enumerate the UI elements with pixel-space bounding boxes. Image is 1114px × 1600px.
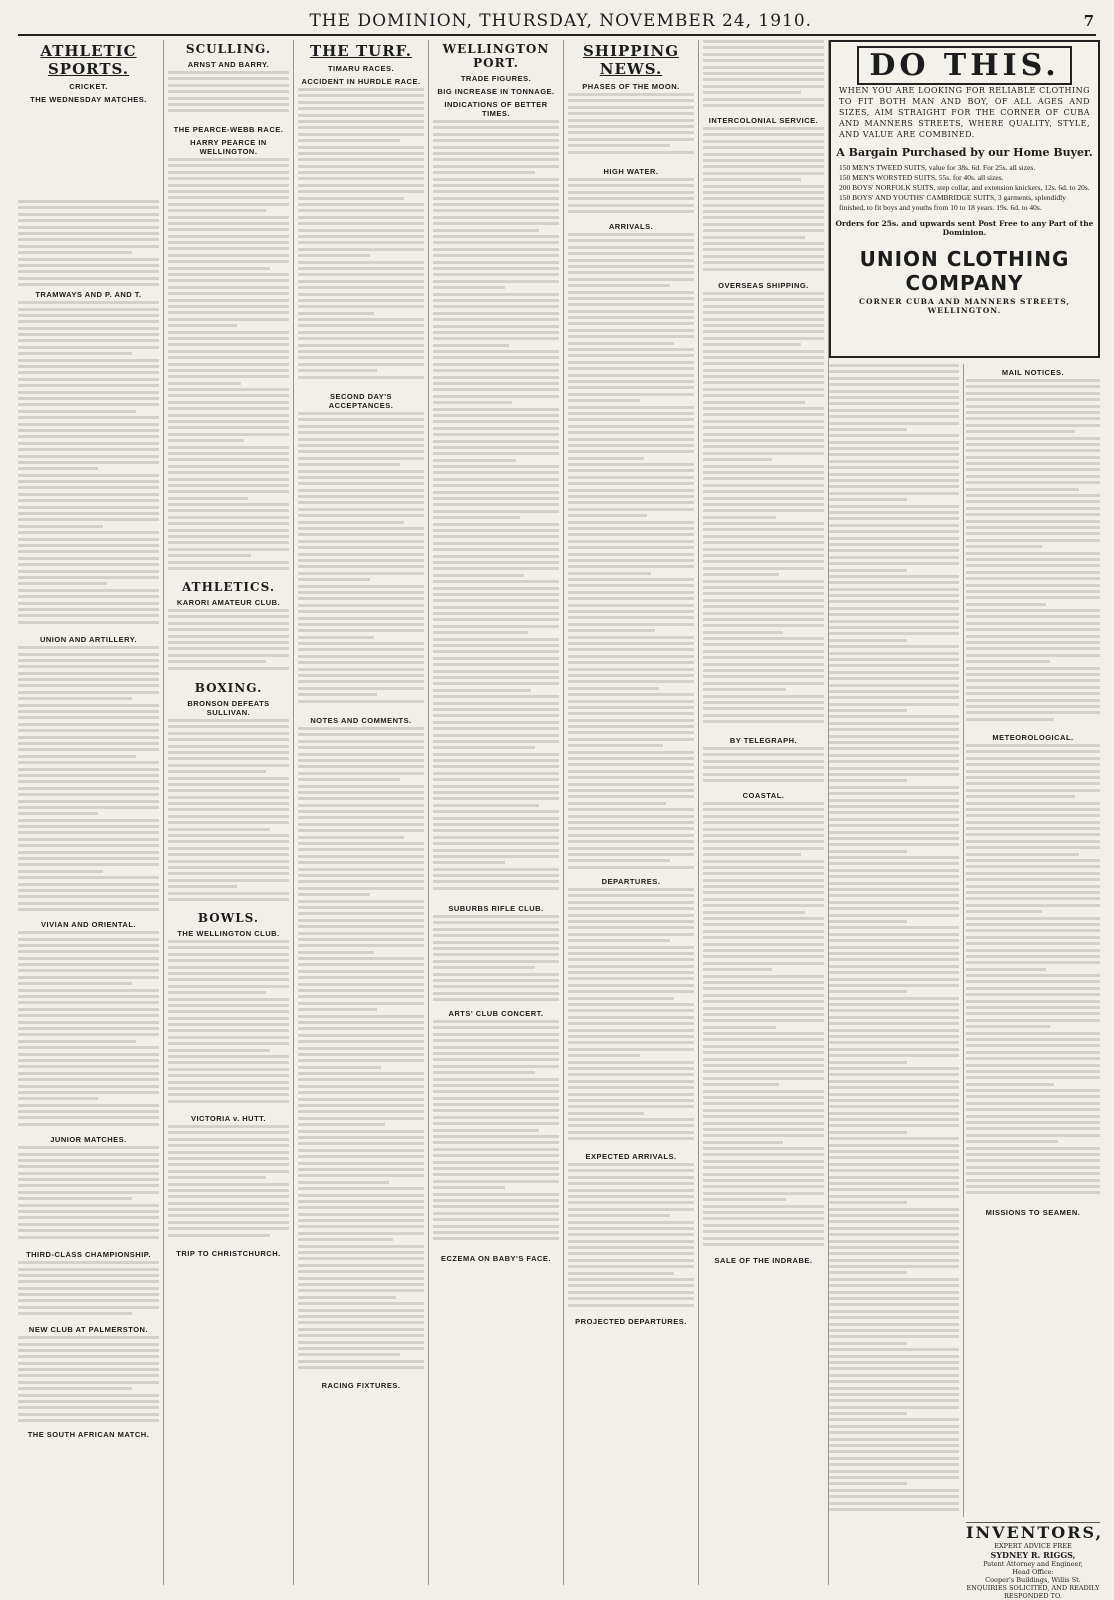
- heading-meteo: METEOROLOGICAL.: [992, 733, 1074, 742]
- heading-karori: KARORI AMATEUR CLUB.: [176, 598, 281, 607]
- inventors-line: Patent Attorney and Engineer,: [983, 1560, 1083, 1568]
- right-subcolumn: [966, 364, 1100, 1517]
- text-block: [568, 93, 694, 163]
- text-block: [18, 1336, 159, 1426]
- text-block: [18, 1261, 159, 1321]
- section-title-athletic: ATHLETIC SPORTS.: [40, 42, 137, 78]
- column-shipping: [564, 40, 699, 1585]
- text-block: [703, 127, 824, 277]
- heading-new-club: NEW CLUB AT PALMERSTON.: [28, 1325, 149, 1335]
- text-block: [298, 412, 424, 712]
- heading-victoria: VICTORIA v. HUTT.: [190, 1114, 267, 1123]
- score-table: [18, 931, 159, 1131]
- ad-line: 150 MEN'S WORSTED SUITS, 55s. for 40s. all sizes.: [839, 173, 1004, 182]
- heading-expected: EXPECTED ARRIVALS.: [585, 1152, 677, 1161]
- inventors-advertisement: [966, 1522, 1104, 1600]
- section-title-athletics: ATHLETICS.: [181, 580, 275, 594]
- masthead-title: THE DOMINION, THURSDAY, NOVEMBER 24, 1910.: [309, 11, 813, 31]
- section-title-shipping: SHIPPING NEWS.: [582, 42, 680, 78]
- text-block: [433, 1020, 559, 1250]
- heading-accident: ACCIDENT IN HURDLE RACE.: [301, 77, 421, 86]
- column-port: [429, 40, 564, 1585]
- text-block: [168, 940, 289, 1110]
- ad-address: CORNER CUBA AND MANNERS STREETS, WELLINGTON.: [858, 297, 1071, 315]
- heading-bronson: BRONSON DEFEATS SULLIVAN.: [187, 699, 270, 717]
- ad-line: 150 BOYS' AND YOUTHS' CAMBRIDGE SUITS, 3 garments, splendidly finished, to fit boys and youths from 10 to 18 years. 19s. 6d. to 40s.: [839, 193, 1067, 212]
- ad-bargain: A Bargain Purchased by our Home Buyer.: [836, 146, 1093, 159]
- text-block: [703, 40, 824, 112]
- inventors-line: ENQUIRIES SOLICITED, AND READILY RESPONDED TO.: [966, 1584, 1100, 1600]
- heading-mail: MAIL NOTICES.: [1001, 368, 1065, 377]
- heading-by-telegraph: BY TELEGRAPH.: [729, 736, 798, 745]
- heading-vivian: VIVIAN AND ORIENTAL.: [40, 920, 136, 930]
- text-block: [966, 379, 1100, 729]
- ad-line: 150 MEN'S TWEED SUITS, value for 38s. 6d. For 25s. all sizes.: [839, 163, 1036, 172]
- masthead: [18, 8, 1096, 36]
- ad-body: WHEN YOU ARE LOOKING FOR RELIABLE CLOTHING TO FIT BOTH MAN AND BOY, OF ALL AGES AND SIZES, AIM STRAIGHT FOR THE CORNER OF CUBA AND MANNERS STREETS, WHERE QUALITY, STYLE, AND VALUE ARE COMBINED.: [839, 86, 1090, 139]
- heading-overseas: OVERSEAS SHIPPING.: [718, 281, 809, 290]
- column-intercolonial: [699, 40, 829, 1585]
- heading-tramways: TRAMWAYS AND P. AND T.: [35, 290, 142, 300]
- heading-increase: BIG INCREASE IN TONNAGE.: [437, 87, 555, 96]
- ad-company: UNION CLOTHING COMPANY: [859, 247, 1070, 295]
- heading-trade: TRADE FIGURES.: [460, 74, 532, 83]
- inventors-line: EXPERT ADVICE FREE: [994, 1542, 1072, 1550]
- ad-order: Orders for 25s. and upwards sent Post Free to any Part of the Dominion.: [835, 219, 1094, 237]
- heading-coastal: COASTAL.: [742, 791, 785, 800]
- heading-junior: JUNIOR MATCHES.: [50, 1135, 127, 1145]
- text-block: [168, 158, 289, 578]
- text-block: [703, 747, 824, 787]
- inventors-title: INVENTORS,: [966, 1523, 1104, 1542]
- heading-union: UNION AND ARTILLERY.: [39, 635, 138, 645]
- text-block: [568, 233, 694, 873]
- text-block: [168, 71, 289, 121]
- score-table: [18, 301, 159, 631]
- heading-arnst: ARNST AND BARRY.: [187, 60, 270, 69]
- heading-projected: PROJECTED DEPARTURES.: [575, 1317, 687, 1326]
- column-athletic-sports: [14, 40, 164, 1585]
- text-block: [568, 888, 694, 1148]
- inventors-name: SYDNEY R. RIGGS,: [990, 1550, 1076, 1560]
- text-block: [568, 1163, 694, 1313]
- text-block: [18, 1146, 159, 1246]
- heading-racing-fixtures: RACING FIXTURES.: [321, 1381, 401, 1390]
- text-block: [168, 609, 289, 679]
- section-title-bowls: BOWLS.: [197, 911, 260, 925]
- section-title-turf: THE TURF.: [309, 42, 413, 60]
- text-block: [703, 292, 824, 732]
- ad-line: 200 BOYS' NORFOLK SUITS, step collar, and extension knickers, 12s. 6d. to 20s.: [839, 183, 1090, 192]
- text-block: [703, 802, 824, 1252]
- ad-headline: DO THIS.: [831, 48, 1098, 83]
- inventors-line: Head Office:: [1012, 1568, 1054, 1576]
- text-block: [18, 106, 159, 286]
- heading-suburbs: SUBURBS RIFLE CLUB.: [448, 904, 544, 913]
- text-block: [433, 120, 559, 900]
- heading-trip: TRIP TO CHRISTCHURCH.: [176, 1249, 281, 1258]
- text-block: [568, 178, 694, 218]
- heading-missions: MISSIONS TO SEAMEN.: [985, 1208, 1081, 1217]
- section-title-sculling: SCULLING.: [185, 42, 272, 56]
- text-block: [966, 744, 1100, 1204]
- heading-arts: ARTS' CLUB CONCERT.: [448, 1009, 544, 1018]
- text-block: [298, 88, 424, 388]
- heading-timaru: TIMARU RACES.: [327, 64, 395, 73]
- heading-second-day: SECOND DAY'S ACCEPTANCES.: [328, 392, 394, 410]
- page-number: 7: [1083, 12, 1094, 30]
- heading-departures: DEPARTURES.: [601, 877, 661, 886]
- heading-eczema: ECZEMA ON BABY'S FACE.: [440, 1254, 551, 1263]
- heading-high-water: HIGH WATER.: [603, 167, 659, 176]
- column-turf: [294, 40, 429, 1585]
- text-block: [298, 727, 424, 1377]
- column-right: [829, 40, 1104, 1600]
- heading-south-african: THE SOUTH AFRICAN MATCH.: [27, 1430, 150, 1440]
- score-table: [18, 646, 159, 916]
- section-title-boxing: BOXING.: [194, 681, 263, 695]
- heading-sale: SALE OF THE INDRABE.: [714, 1256, 813, 1265]
- text-block: [168, 719, 289, 909]
- text-block: [433, 915, 559, 1005]
- inventors-line: Cooper's Buildings, Willis St.: [985, 1576, 1081, 1584]
- column-sculling: [164, 40, 294, 1585]
- heading-third: THIRD-CLASS CHAMPIONSHIP.: [26, 1250, 151, 1260]
- heading-indications: INDICATIONS OF BETTER TIMES.: [444, 100, 548, 118]
- heading-wednesday: THE WEDNESDAY MATCHES.: [30, 95, 147, 104]
- clothing-advertisement: [829, 40, 1100, 358]
- heading-arrivals: ARRIVALS.: [608, 222, 654, 231]
- heading-intercolonial: INTERCOLONIAL SERVICE.: [708, 116, 819, 125]
- heading-cricket: CRICKET.: [69, 82, 108, 91]
- left-subcolumn: [829, 364, 964, 1517]
- heading-notes: NOTES AND COMMENTS.: [310, 716, 412, 725]
- text-block: [168, 1125, 289, 1245]
- heading-pearce: THE PEARCE-WEBB RACE.: [173, 125, 284, 134]
- heading-wellington-club: THE WELLINGTON CLUB.: [177, 929, 280, 938]
- section-title-port: WELLINGTON PORT.: [442, 42, 550, 70]
- heading-harry: HARRY PEARCE IN WELLINGTON.: [190, 138, 267, 156]
- heading-phases: PHASES OF THE MOON.: [582, 82, 680, 91]
